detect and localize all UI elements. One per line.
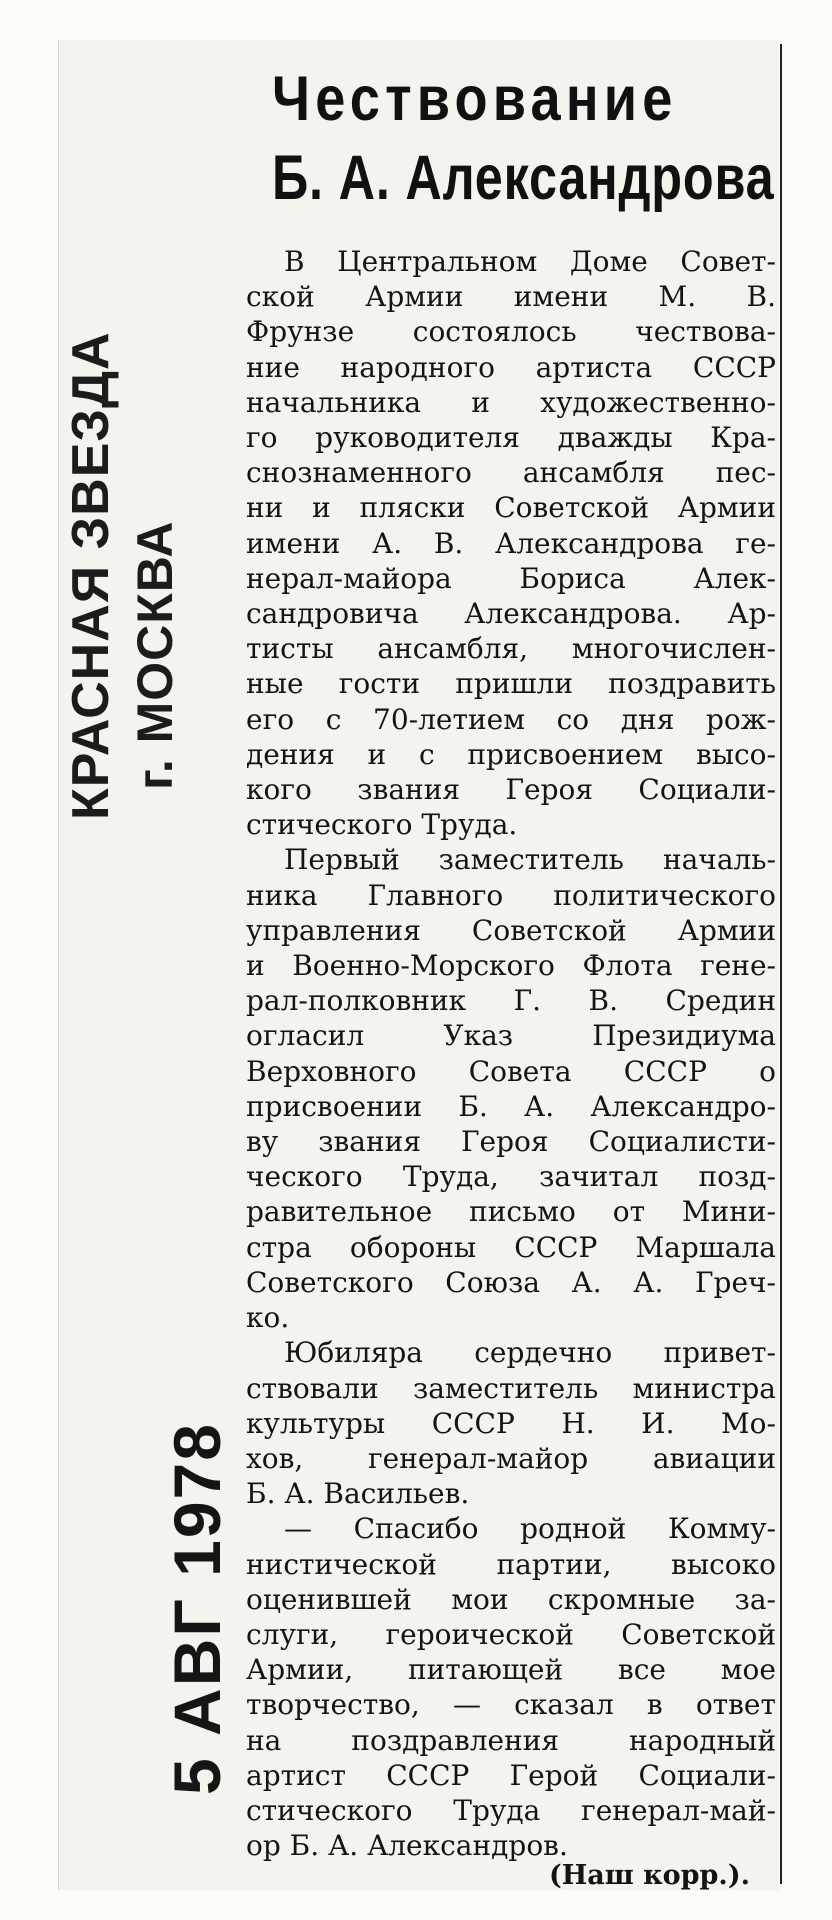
article-line: творчество, — сказал в ответ [246,1688,776,1722]
article-line: ской Армии имени М. В. [246,280,776,314]
article-line: ву звания Героя Социалисти- [246,1125,776,1159]
article-line: дения и с присвоением высо- [246,737,776,771]
article-line: ные гости пришли поздравить [246,667,776,701]
article-paragraph [246,1511,776,1863]
article-line: его с 70-летием со дня рож- [246,702,776,736]
article-line: тисты ансамбля, многочислен- [246,632,776,666]
article-line: начальника и художественно- [246,385,776,419]
article-line: ние народного артиста СССР [246,350,776,384]
article-line: — Спасибо родной Комму- [284,1512,776,1546]
article-line: Советского Союза А. А. Греч- [246,1265,776,1299]
article-line: Юбиляра сердечно привет- [284,1336,776,1370]
article-line: Б. А. Васильев. [246,1477,470,1511]
article-paragraph [246,842,776,1335]
article-line: стического Труда генерал-май- [246,1793,776,1827]
article-line: равительное письмо от Мини- [246,1195,776,1229]
article-line: Фрунзе состоялось чествова- [246,315,776,349]
article-line: нистической партии, высоко [246,1547,776,1581]
article-line: снознаменного ансамбля пес- [246,456,776,490]
article-line: управления Советской Армии [246,913,776,947]
article-line: стра обороны СССР Маршала [246,1230,776,1264]
article-line: нерал-майора Бориса Алек- [246,561,776,595]
article-line: сандровича Александрова. Ар- [246,597,776,631]
stamp-newspaper-name: КРАСНАЯ ЗВЕЗДА [62,331,120,820]
article-paragraph [246,1335,776,1511]
article-line: стического Труда. [246,808,518,842]
article-line: Первый заместитель началь- [284,843,776,877]
headline-line-2: Б. А. Александрова [272,143,775,213]
article-line: ческого Труда, зачитал позд- [246,1160,776,1194]
article-line: присвоении Б. А. Александро- [246,1089,776,1123]
article-signature: (Наш корр.). [548,1860,750,1891]
article-paragraph [246,244,776,842]
article-line: и Военно-Морского Флота гене- [246,949,776,983]
article-line: рал-полковник Г. В. Средин [246,984,776,1018]
newspaper-stamp [62,320,202,840]
article-line: ни и пляски Советской Армии [246,491,776,525]
article-headline [272,60,775,218]
article-line: культуры СССР Н. И. Мо- [246,1406,776,1440]
article-line: ор Б. А. Александров. [246,1829,568,1863]
article-line: кого звания Героя Социали- [246,773,776,807]
article-line: огласил Указ Президиума [246,1019,776,1053]
article-line: имени А. В. Александрова ге- [246,526,776,560]
article-line: го руководителя дважды Кра- [246,421,776,455]
article-line: ствовали заместитель министра [246,1371,776,1405]
article-line: оценившей мои скромные за- [246,1582,776,1616]
article-line: В Центральном Доме Совет- [284,245,776,278]
article-line: ника Главного политического [246,878,776,912]
article-line: слуги, героической Советской [246,1617,776,1651]
article-line: артист СССР Герой Социали- [246,1758,776,1792]
article-line: на поздравления народный [246,1723,776,1757]
article-body [246,244,776,1863]
article-line: Верховного Совета СССР о [246,1054,776,1088]
stamp-city: г. МОСКВА [127,520,183,790]
date-stamp-text: 5 АВГ 1978 [160,1422,234,1795]
article-line: хов, генерал-майор авиации [246,1441,776,1475]
article-line: ко. [246,1301,290,1335]
headline-line-1: Чествование [272,64,678,134]
article-line: Армии, питающей все мое [246,1653,776,1687]
